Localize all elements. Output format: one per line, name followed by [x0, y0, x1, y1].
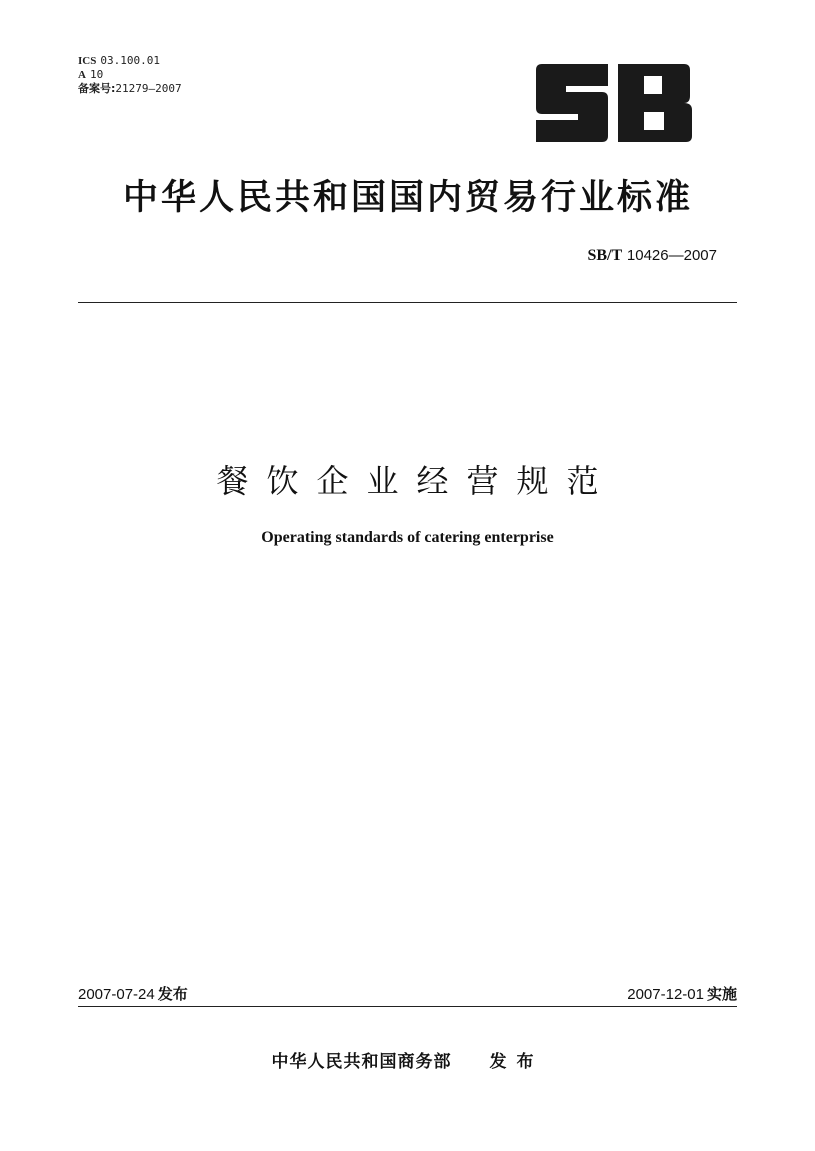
effective-word: 实施: [706, 985, 737, 1003]
standard-number-value: 10426—2007: [626, 247, 717, 264]
issuer-title: 中华人民共和国国内贸易行业标准: [122, 178, 693, 218]
ccs-label: A: [78, 69, 86, 81]
filing-line: [78, 82, 182, 96]
sb-logo-letter-s: [536, 64, 608, 142]
document-title-en: Operating standards of catering enterprise: [261, 529, 554, 546]
sb-logo: [536, 64, 692, 142]
sb-logo-text: SB: [536, 64, 538, 65]
publisher-line: [0, 1047, 815, 1072]
effective-date-block: [627, 983, 737, 1004]
ics-value: 03.100.01: [100, 54, 160, 67]
ccs-line: [78, 68, 182, 82]
publisher-action: 发布: [489, 1052, 544, 1072]
issue-date: 2007-07-24: [78, 986, 155, 1003]
top-divider: [78, 302, 737, 303]
publisher-org: 中华人民共和国商务部: [271, 1052, 452, 1072]
ics-line: [78, 54, 182, 68]
effective-date: 2007-12-01: [627, 986, 704, 1003]
ics-label: ICS: [78, 55, 97, 67]
filing-label: 备案号:: [78, 82, 116, 95]
issue-date-block: [78, 983, 188, 1004]
standard-code: SB/T: [587, 247, 623, 264]
bottom-divider: [78, 1006, 737, 1007]
sb-logo-letter-b: [618, 64, 692, 142]
standard-number: [587, 246, 717, 265]
classification-block: [78, 54, 182, 96]
issue-word: 发布: [157, 985, 188, 1003]
document-title-cn: 餐饮企业经营规范: [216, 462, 617, 500]
ccs-value: 10: [89, 68, 104, 81]
filing-value: 21279—2007: [115, 82, 182, 95]
